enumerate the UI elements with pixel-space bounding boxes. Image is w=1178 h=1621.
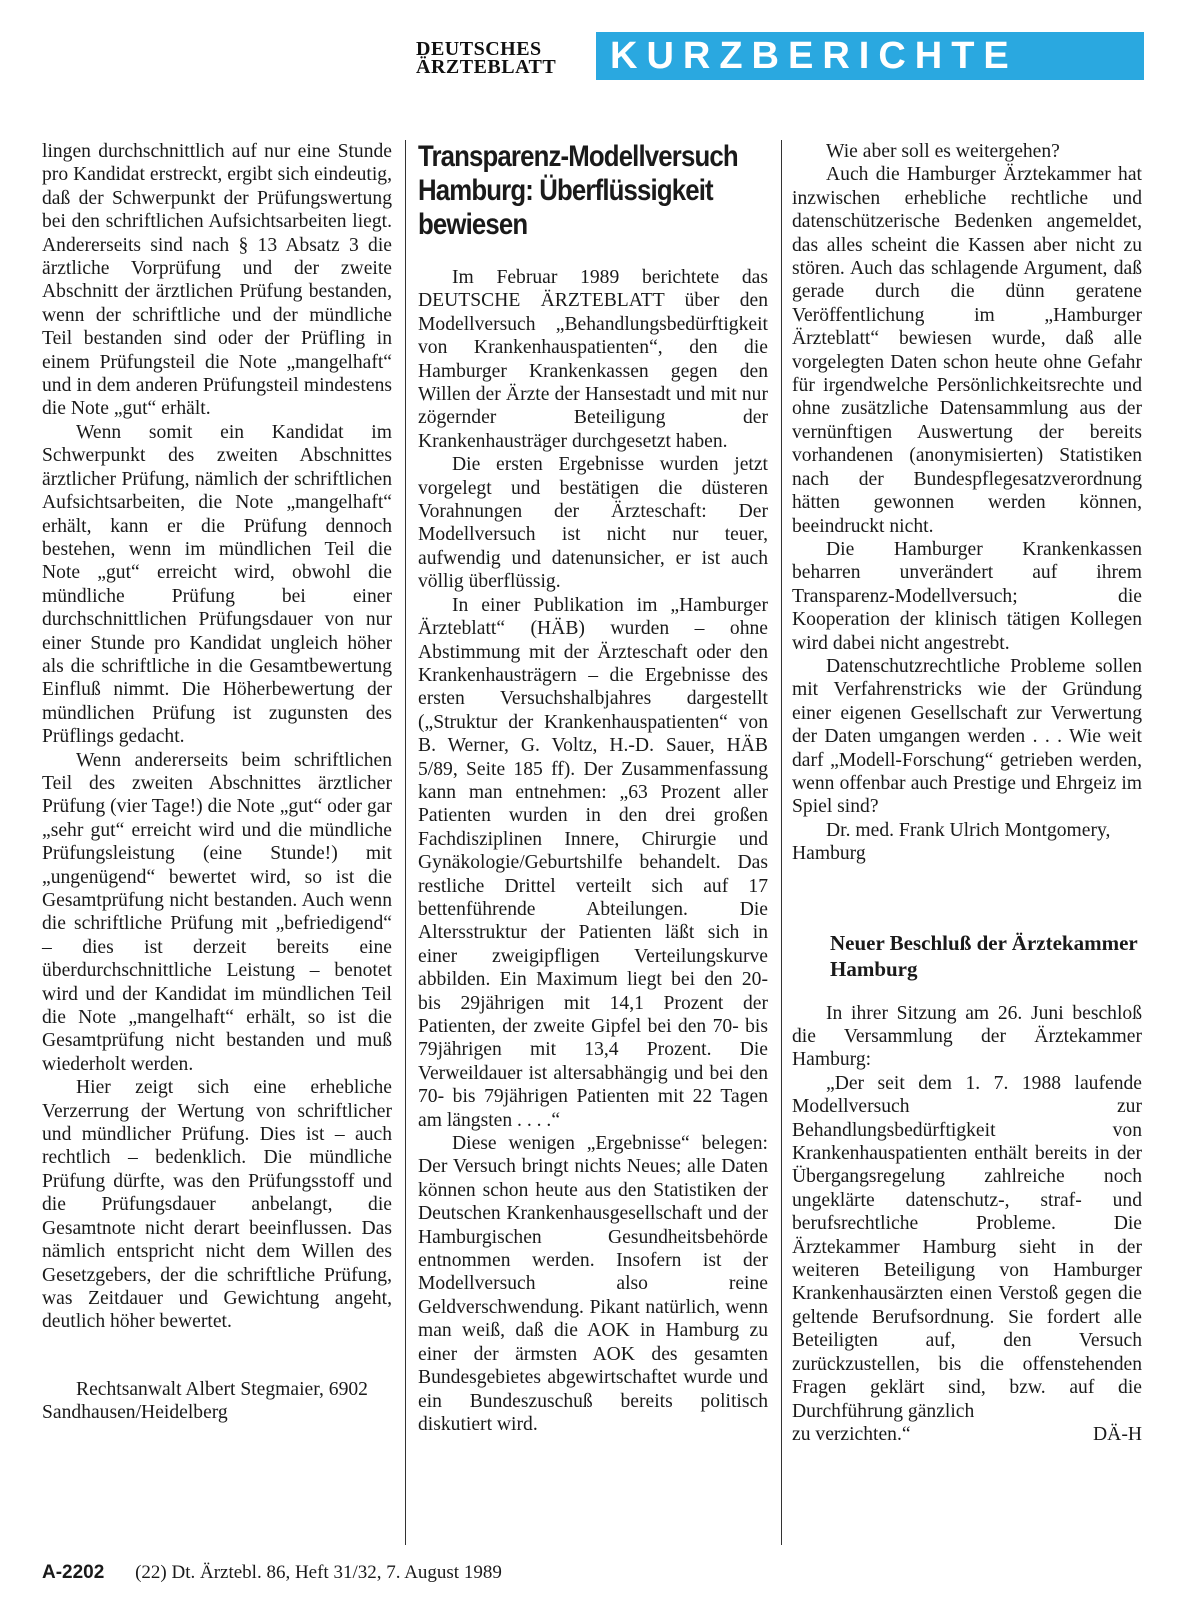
logo-line-2: ÄRZTEBLATT xyxy=(416,56,557,78)
column-2 xyxy=(418,140,768,1436)
journal-logo xyxy=(416,40,588,76)
masthead xyxy=(416,32,1144,80)
article-title: Neuer Beschluß der Ärztekammer Hamburg xyxy=(830,930,1138,981)
closing-text: zu verzichten.“ xyxy=(792,1423,911,1445)
article-paragraph: Im Februar 1989 berichtete das DEUTSCHE ÄRZTEBLATT über den Modellversuch „Behandlungsbedürftigkeit von Krankenhauspatienten“, den die Hamburger Krankenkassen gegen den Willen der Ärzte der Hansestadt und mit nur zögernder Beteiligung der Krankenhausträger durchgesetzt haben. xyxy=(418,267,768,452)
column-divider xyxy=(405,140,406,1545)
section-banner: KURZBERICHTE xyxy=(596,32,1144,80)
citation: (22) Dt. Ärztebl. 86, Heft 31/32, 7. August 1989 xyxy=(135,1562,502,1583)
column-3 xyxy=(792,140,1142,1446)
page-code: A-2202 xyxy=(42,1562,105,1583)
article-paragraph: Die Hamburger Krankenkassen beharren unverändert auf ihrem Transparenz-Modellversuch; die Kooperation der klinisch tätigen Kollegen wird dabei nicht angestrebt. xyxy=(792,538,1142,654)
logo-line-1: DEUTSCHES xyxy=(416,38,542,60)
column-1 xyxy=(42,140,392,1425)
author-initials: DÄ-H xyxy=(1093,1423,1142,1445)
column-divider xyxy=(781,140,782,1545)
article-paragraph: In einer Publikation im „Hamburger Ärzteblatt“ (HÄB) wurden – ohne Abstimmung mit der Ärzteschaft oder den Krankenhausträgern – die Ergebnisse des ersten Versuchshalbjahres dargestellt („Struktur der Krankenhauspatienten“ von B. Werner, G. Voltz, H.-D. Sauer, HÄB 5/89, Seite 185 ff). Der Zusammenfassung kann man entnehmen: „63 Prozent aller Patienten wurden in den drei großen Fachdisziplinen Innere, Chirurgie und Gynäkologie/Geburtshilfe behandelt. Das restliche Drittel verteilt sich auf 17 bettenführende Abteilungen. Die Altersstruktur der Patienten läßt sich in einer zweigipfligen Verteilungskurve abbilden. Ein Maximum liegt bei den 20- bis 29jährigen mit 14,1 Prozent der Patienten, der zweite Gipfel bei den 70- bis 79jährigen mit 13,4 Prozent. Die Verweildauer ist altersabhängig und bei den 70- bis 79jährigen Patienten mit 22 Tagen am längsten . . . .“ xyxy=(418,594,768,1131)
article-paragraph: „Der seit dem 1. 7. 1988 laufende Modellversuch zur Behandlungsbedürftigkeit von Krankenhauspatienten enthält bereits in der Übergangsregelung zahlreiche noch ungeklärte datenschutz-, straf- und berufsrechtliche Probleme. Die Ärztekammer Hamburg sieht in der weiteren Beteiligung von Hamburger Krankenhausärzten einen Verstoß gegen die geltende Berufsordnung. Sie fordert alle Beteiligten auf, den Versuch zurückzustellen, bis die offenstehenden Fragen geklärt sind, bzw. auf die Durchführung gänzlich xyxy=(792,1072,1142,1422)
page-footer xyxy=(42,1562,502,1584)
letter-signature: Rechtsanwalt Albert Stegmaier, 6902 Sandhausen/Heidelberg xyxy=(42,1378,368,1424)
article-paragraph: Die ersten Ergebnisse wurden jetzt vorgelegt und bestätigen die düsteren Vorahnungen der Ärzteschaft: Der Modellversuch ist nicht nur teuer, aufwendig und datenunsicher, er ist auch völlig überflüssig. xyxy=(418,454,768,593)
article-title: Transparenz-Modellversuch Hamburg: Überflüssigkeit bewiesen xyxy=(418,140,738,241)
spacer xyxy=(42,1334,392,1378)
article-paragraph: In ihrer Sitzung am 26. Juni beschloß die Versammlung der Ärztekammer Hamburg: xyxy=(792,1002,1142,1071)
letter-paragraph: Wenn andererseits beim schriftlichen Teil des zweiten Abschnittes ärztlicher Prüfung (vier Tage!) die Note „gut“ oder gar „sehr gut“ erreicht wird und die mündliche Prüfungsleistung (eine Stunde!) mit „ungenügend“ bewertet wird, so ist die Gesamtprüfung nicht bestanden. Auch wenn die schriftliche Prüfung mit „befriedigend“ – dies ist derzeit bereits eine überdurchschnittliche Leistung – benotet wird und der Kandidat im mündlichen Teil die Note „mangelhaft“ erhält, so ist die Gesamtprüfung nicht bestanden und muß wiederholt werden. xyxy=(42,749,392,1075)
article-signature: Dr. med. Frank Ulrich Montgomery, Hamburg xyxy=(792,819,1111,865)
article-paragraph: Datenschutzrechtliche Probleme sollen mit Verfahrenstricks wie der Gründung einer eigenen Gesellschaft zur Verwertung der Daten umgangen werden . . . Wie weit darf „Modell-Forschung“ getrieben werden, wenn offenbar auch Prestige und Ehrgeiz im Spiel sind? xyxy=(792,655,1142,818)
article-paragraph: Wie aber soll es weitergehen? xyxy=(826,141,1060,162)
article-closing-line xyxy=(792,1423,1142,1446)
letter-paragraph: Hier zeigt sich eine erhebliche Verzerrung der Wertung von schriftlicher und mündlicher Prüfung. Dies ist – auch rechtlich – bedenklich. Die mündliche Prüfung dürfte, was den Prüfungsstoff und die Prüfungsdauer anbelangt, die Gesamtnote nicht derart beeinflussen. Das nämlich entspricht nicht dem Willen des Gesetzgebers, der die schriftliche Prüfung, was Zeitdauer und Gewichtung angeht, deutlich höher bewertet. xyxy=(42,1077,392,1333)
article-paragraph: Diese wenigen „Ergebnisse“ belegen: Der Versuch bringt nichts Neues; alle Daten können schon heute aus den Statistiken der Deutschen Krankenhausgesellschaft und der Hamburgischen Gesundheitsbehörde entnommen werden. Insofern ist der Modellversuch also reine Geldverschwendung. Pikant natürlich, wenn man weiß, daß die AOK in Hamburg zu einer der ärmsten AOK des gesamten Bundesgebietes abgewirtschaftet wurde und ein Bundeszuschuß bereits politisch diskutiert wird. xyxy=(418,1133,768,1435)
spacer xyxy=(792,866,1142,930)
article-paragraph: Auch die Hamburger Ärztekammer hat inzwischen erhebliche rechtliche und datenschützerische Bedenken angemeldet, das alles scheint die Kassen aber nicht zu stören. Auch das schlagende Argument, daß gerade durch die dünn geratene Veröffentlichung im „Hamburger Ärzteblatt“ bewiesen wurde, daß alle vorgelegten Daten schon heute ohne Gefahr für irgendwelche Persönlichkeitsrechte und ohne zusätzliche Datensammlung aus der vernünftigen Auswertung der bereits vorhandenen (anonymisierten) Statistiken nach der Bundespflegesatzverordnung hätten gewonnen werden können, beeindruckt nicht. xyxy=(792,164,1142,537)
letter-paragraph: lingen durchschnittlich auf nur eine Stunde pro Kandidat erstreckt, ergibt sich eindeutig, daß der Schwerpunkt der Prüfungswertung bei den schriftlichen Aufsichtsarbeiten liegt. Andererseits sind nach § 13 Absatz 3 die ärztliche Vorprüfung und der zweite Abschnitt der ärztlichen Prüfung bestanden, wenn der schriftliche und der mündliche Teil bestanden sind oder der Prüfling in einem Prüfungsteil die Note „mangelhaft“ und in dem anderen Prüfungsteil mindestens die Note „gut“ erhält. xyxy=(42,141,392,420)
letter-paragraph: Wenn somit ein Kandidat im Schwerpunkt des zweiten Abschnittes ärztlicher Prüfung, nämlich der schriftlichen Aufsichtsarbeiten, die Note „mangelhaft“ erhält, kann er die Prüfung dennoch bestehen, wenn im mündlichen Teil die Note „gut“ erreicht wird, obwohl die mündliche Prüfung bei einer durchschnittlichen Prüfungsdauer von nur einer Stunde pro Kandidat ungleich höher als die schriftliche in die Gesamtbewertung Einfluß nimmt. Die Höherbewertung der mündlichen Prüfung ist zugunsten des Prüflings gedacht. xyxy=(42,421,392,748)
